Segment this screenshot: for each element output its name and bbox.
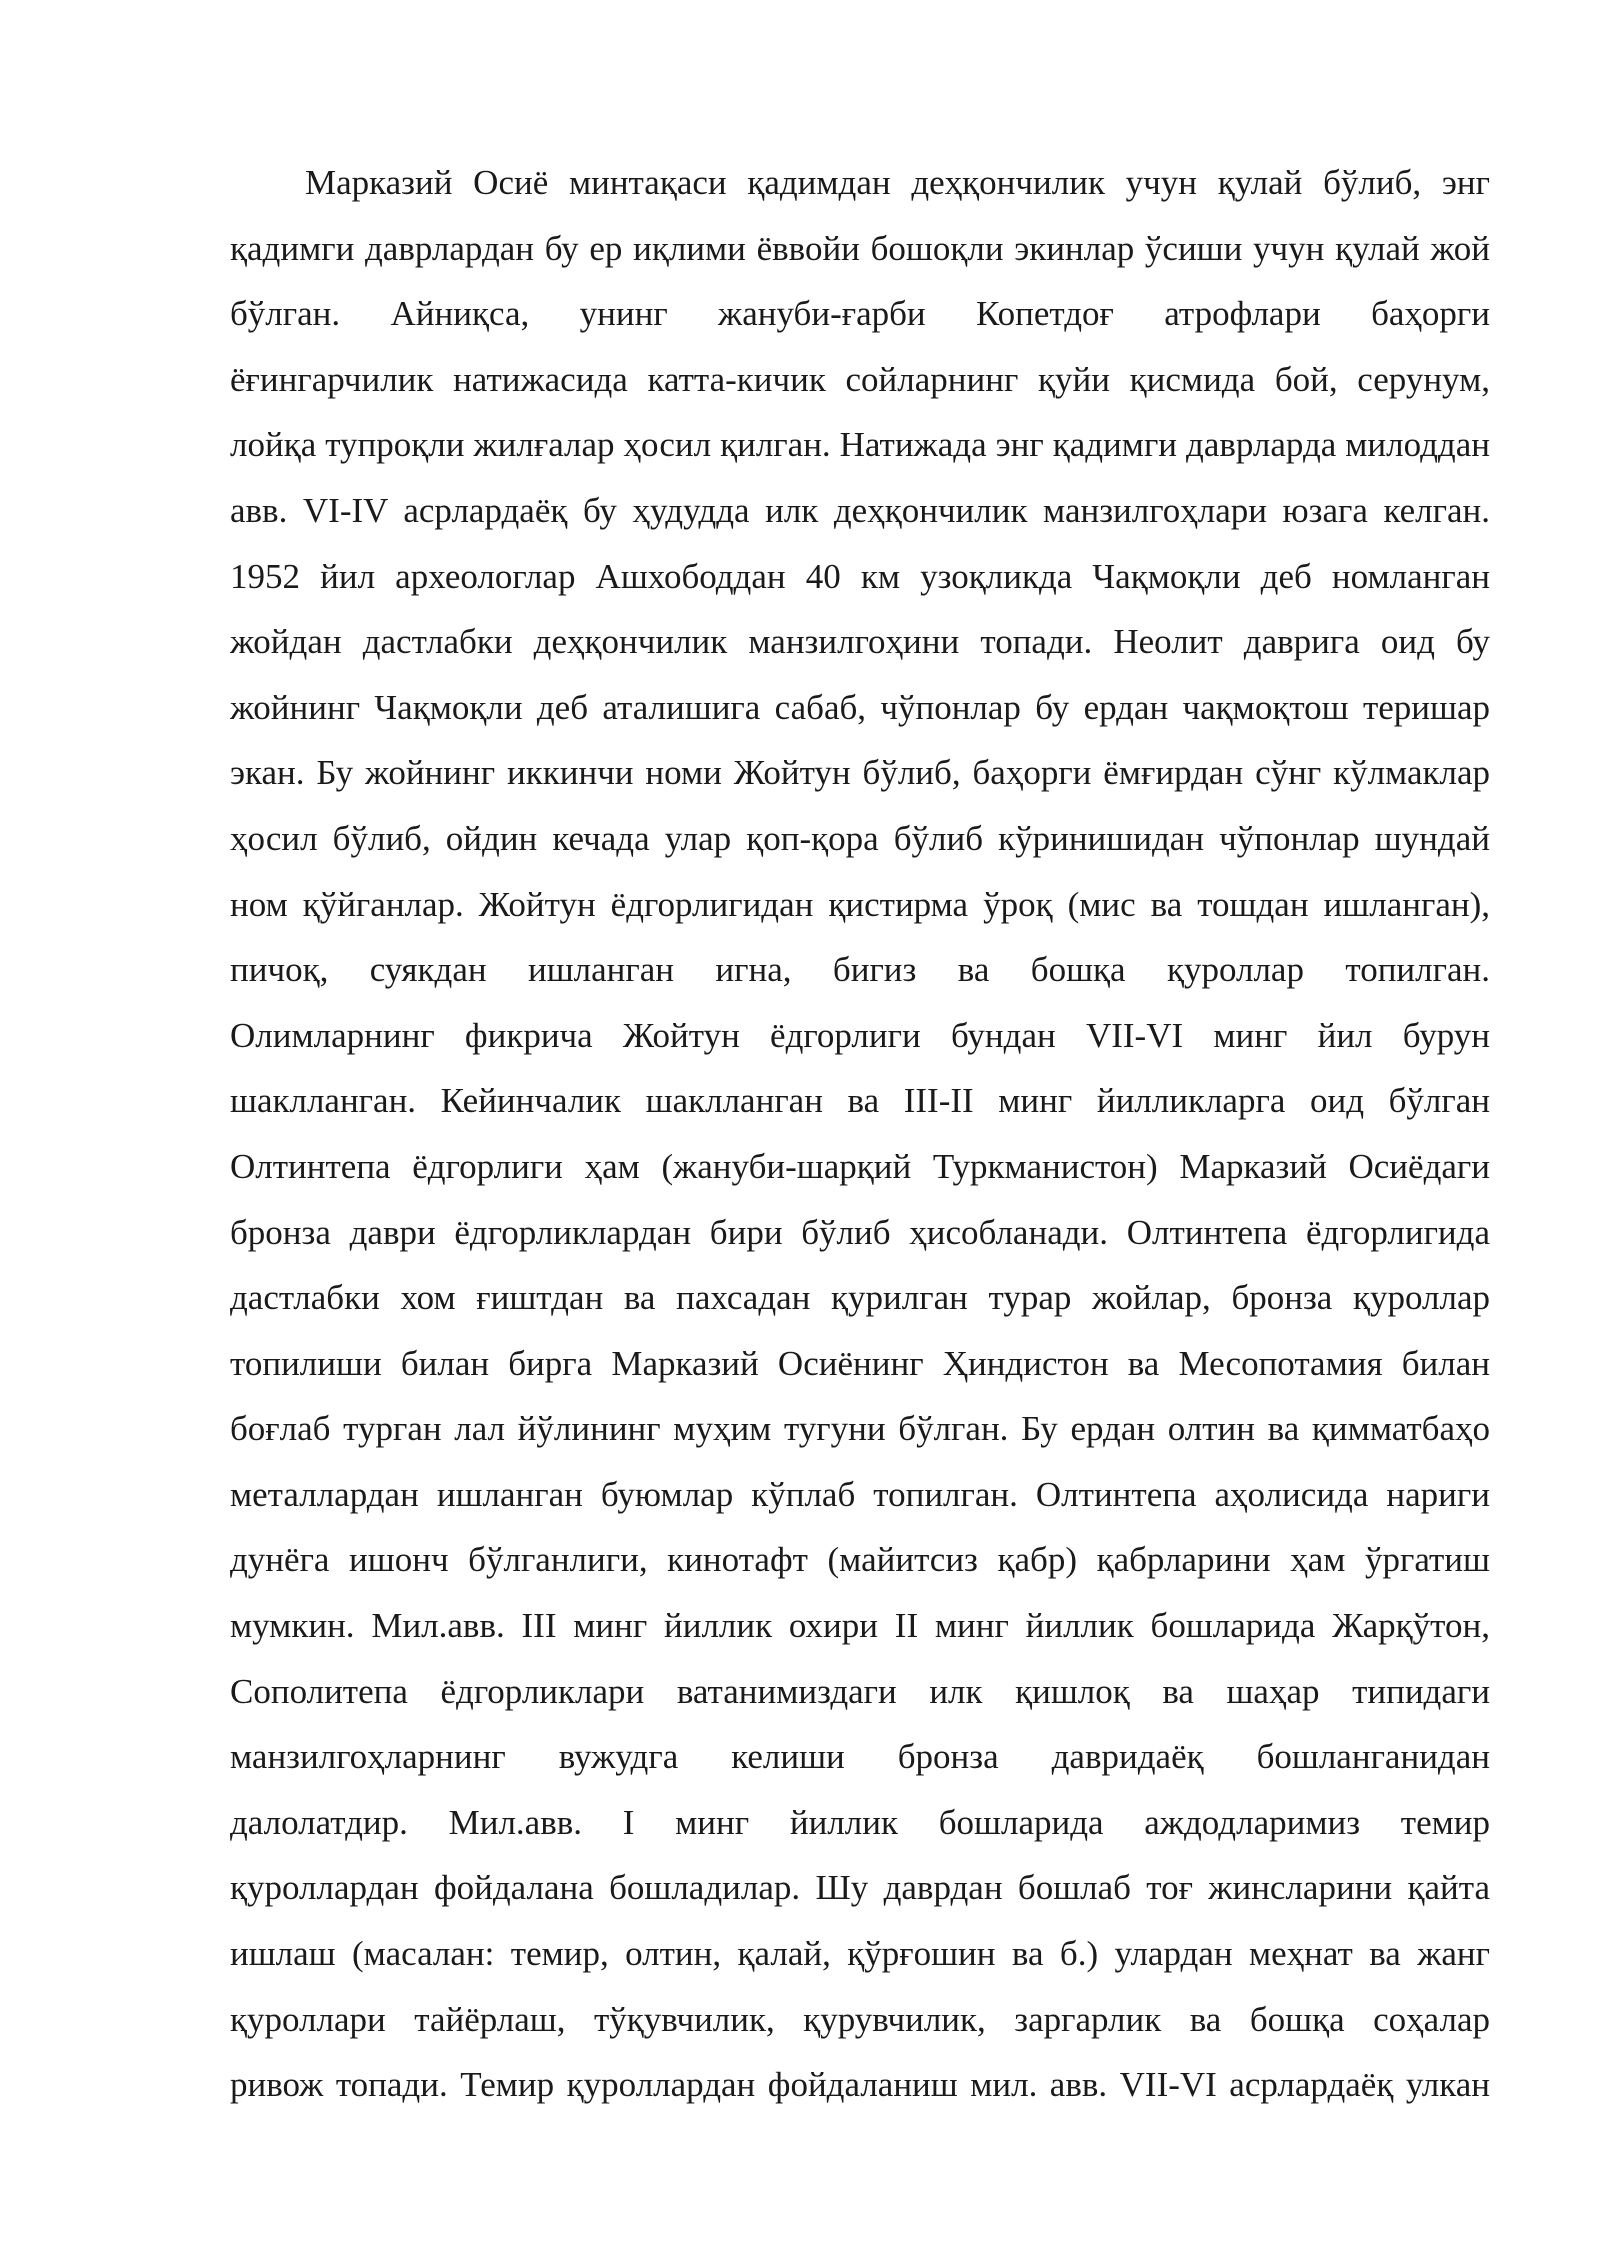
text-line-19: топилиши билан бирга Марказий Осиёнинг Ҳиндистон ва Месопотамия билан <box>230 1343 1490 1383</box>
text-line-12: ном қўйганлар. Жойтун ёдгорлигидан қистирма ўроқ (мис ва тошдан ишланган), <box>230 884 1490 924</box>
text-line-6: авв. VI-IV асрлардаёқ бу ҳудудда илк деҳқончилик манзилгоҳлари юзага келган. <box>230 490 1490 530</box>
text-line-13: пичоқ, суякдан ишланган игна, бигиз ва бошқа қуроллар топилган. <box>230 950 1490 990</box>
text-line-9: жойнинг Чақмоқли деб аталишига сабаб, чўпонлар бу ердан чақмоқтош теришар <box>230 687 1490 727</box>
text-line-18: дастлабки хом ғиштдан ва пахсадан қурилган турар жойлар, бронза қуроллар <box>230 1278 1490 1318</box>
text-line-25: манзилгоҳларнинг вужудга келиши бронза давридаёқ бошланганидан <box>230 1737 1490 1777</box>
text-line-3: бўлган. Айниқса, унинг жануби-ғарби Копетдоғ атрофлари баҳорги <box>230 294 1490 334</box>
text-line-16: Олтинтепа ёдгорлиги ҳам (жануби-шарқий Туркманистон) Марказий Осиёдаги <box>230 1146 1490 1186</box>
text-line-27: қуроллардан фойдалана бошладилар. Шу даврдан бошлаб тоғ жинсларини қайта <box>230 1868 1490 1908</box>
text-line-8: жойдан дастлабки деҳқончилик манзилгоҳини топади. Неолит даврига оид бу <box>230 622 1490 662</box>
text-line-24: Сополитепа ёдгорликлари ватанимиздаги илк қишлоқ ва шаҳар типидаги <box>230 1671 1490 1711</box>
text-line-11: ҳосил бўлиб, ойдин кечада улар қоп-қора бўлиб кўринишидан чўпонлар шундай <box>230 818 1490 858</box>
text-line-20: боғлаб турган лал йўлининг муҳим тугуни бўлган. Бу ердан олтин ва қимматбаҳо <box>230 1409 1490 1449</box>
text-line-1: Марказий Осиё минтақаси қадимдан деҳқончилик учун қулай бўлиб, энг <box>305 163 1490 202</box>
text-line-15: шаклланган. Кейинчалик шаклланган ва III-II минг йилликларга оид бўлган <box>230 1081 1490 1121</box>
text-line-4: ёғингарчилик натижасида катта-кичик сойларнинг қуйи қисмида бой, серунум, <box>230 359 1490 399</box>
text-line-10: экан. Бу жойнинг иккинчи номи Жойтун бўлиб, баҳорги ёмғирдан сўнг кўлмаклар <box>230 753 1490 793</box>
text-line-2: қадимги даврлардан бу ер иқлими ёввойи бошоқли экинлар ўсиши учун қулай жой <box>230 228 1490 268</box>
body-paragraph <box>230 150 1490 2118</box>
text-line-30: ривож топади. Темир қуроллардан фойдаланиш мил. авв. VII-VI асрлардаёқ улкан <box>230 2065 1490 2105</box>
text-line-5: лойқа тупроқли жилғалар ҳосил қилган. Натижада энг қадимги даврларда милоддан <box>230 425 1490 465</box>
text-line-7: 1952 йил археологлар Ашхободдан 40 км узоқликда Чақмоқли деб номланган <box>230 556 1490 596</box>
text-line-23: мумкин. Мил.авв. III минг йиллик охири II минг йиллик бошларида Жарқўтон, <box>230 1606 1490 1646</box>
text-line-29: қуроллари тайёрлаш, тўқувчилик, қурувчилик, заргарлик ва бошқа соҳалар <box>230 1999 1490 2039</box>
text-line-28: ишлаш (масалан: темир, олтин, қалай, қўрғошин ва б.) улардан меҳнат ва жанг <box>230 1934 1490 1974</box>
text-line-26: далолатдир. Мил.авв. I минг йиллик бошларида аждодларимиз темир <box>230 1802 1490 1842</box>
text-line-21: металлардан ишланган буюмлар кўплаб топилган. Олтинтепа аҳолисида нариги <box>230 1474 1490 1514</box>
text-line-14: Олимларнинг фикрича Жойтун ёдгорлиги бундан VII-VI минг йил бурун <box>230 1015 1490 1055</box>
text-line-22: дунёга ишонч бўлганлиги, кинотафт (майитсиз қабр) қабрларини ҳам ўргатиш <box>230 1540 1490 1580</box>
text-line-17: бронза даври ёдгорликлардан бири бўлиб ҳисобланади. Олтинтепа ёдгорлигида <box>230 1212 1490 1252</box>
